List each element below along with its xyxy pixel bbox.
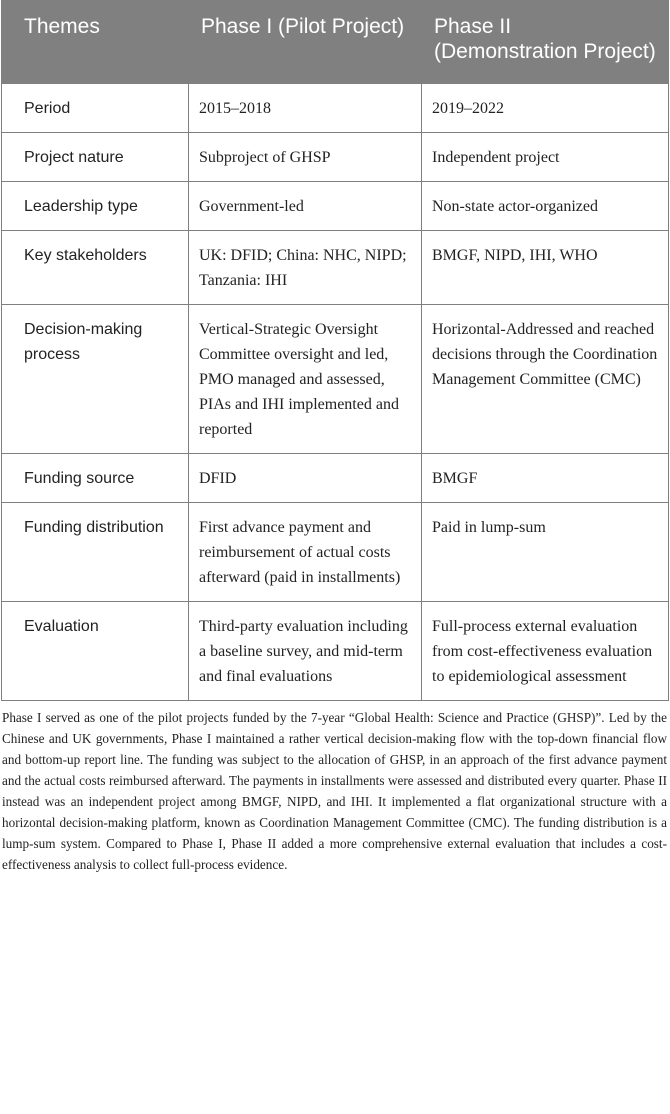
header-themes: Themes bbox=[2, 1, 189, 84]
table-row bbox=[2, 454, 669, 503]
phase-2-cell: Non-state actor-organized bbox=[422, 182, 669, 231]
theme-cell: Key stakeholders bbox=[2, 231, 189, 305]
theme-cell: Funding distribution bbox=[2, 503, 189, 602]
theme-cell: Funding source bbox=[2, 454, 189, 503]
phase-2-cell: Horizontal-Addressed and reached decisions through the Coordination Management Committee (CMC) bbox=[422, 305, 669, 454]
phase-2-cell: Paid in lump-sum bbox=[422, 503, 669, 602]
phase-1-cell: Government-led bbox=[189, 182, 422, 231]
phase-2-cell: Full-process external evaluation from cost-effectiveness evaluation to epidemiological assessment bbox=[422, 602, 669, 701]
table-row bbox=[2, 133, 669, 182]
phase-1-cell: Third-party evaluation including a baseline survey, and mid-term and final evaluations bbox=[189, 602, 422, 701]
table-body bbox=[2, 84, 669, 701]
theme-cell: Decision-making process bbox=[2, 305, 189, 454]
theme-cell: Period bbox=[2, 84, 189, 133]
phase-2-cell: BMGF, NIPD, IHI, WHO bbox=[422, 231, 669, 305]
table-row bbox=[2, 84, 669, 133]
table-row bbox=[2, 231, 669, 305]
table-header bbox=[2, 1, 669, 84]
phase-2-cell: 2019–2022 bbox=[422, 84, 669, 133]
table-row bbox=[2, 305, 669, 454]
table-footnote: Phase I served as one of the pilot projects funded by the 7-year “Global Health: Science and Practice (GHSP)”. Led by the Chinese and UK governments, Phase I maintained a rather vertical decision-making flow with the top-down financial flow and bottom-up report line. The funding was subject to the allocation of GHSP, in an approach of the first advance payment and the actual costs reimbursed afterward. The payments in installments were assessed and distributed every quarter. Phase II instead was an independent project among BMGF, NIPD, and IHI. It implemented a flat organizational structure with a horizontal decision-making platform, known as Coordination Management Committee (CMC). The funding distribution is a lump-sum system. Compared to Phase I, Phase II added a more comprehensive external evaluation that includes a cost-effectiveness analysis to collect full-process evidence. bbox=[2, 710, 667, 872]
phase-1-cell: 2015–2018 bbox=[189, 84, 422, 133]
table-row bbox=[2, 602, 669, 701]
theme-cell: Evaluation bbox=[2, 602, 189, 701]
header-row bbox=[2, 1, 669, 84]
header-phase-2: Phase II (Demonstration Project) bbox=[422, 1, 669, 84]
theme-cell: Leadership type bbox=[2, 182, 189, 231]
table-row bbox=[2, 503, 669, 602]
phase-1-cell: First advance payment and reimbursement of actual costs afterward (paid in installments) bbox=[189, 503, 422, 602]
phase-1-cell: UK: DFID; China: NHC, NIPD; Tanzania: IHI bbox=[189, 231, 422, 305]
phase-2-cell: Independent project bbox=[422, 133, 669, 182]
table-row bbox=[2, 182, 669, 231]
phase-1-cell: Subproject of GHSP bbox=[189, 133, 422, 182]
phase-1-cell: DFID bbox=[189, 454, 422, 503]
phase-2-cell: BMGF bbox=[422, 454, 669, 503]
header-phase-1: Phase I (Pilot Project) bbox=[189, 1, 422, 84]
comparison-table bbox=[1, 0, 669, 701]
phase-1-cell: Vertical-Strategic Oversight Committee oversight and led, PMO managed and assessed, PIAs and IHI implemented and reported bbox=[189, 305, 422, 454]
theme-cell: Project nature bbox=[2, 133, 189, 182]
